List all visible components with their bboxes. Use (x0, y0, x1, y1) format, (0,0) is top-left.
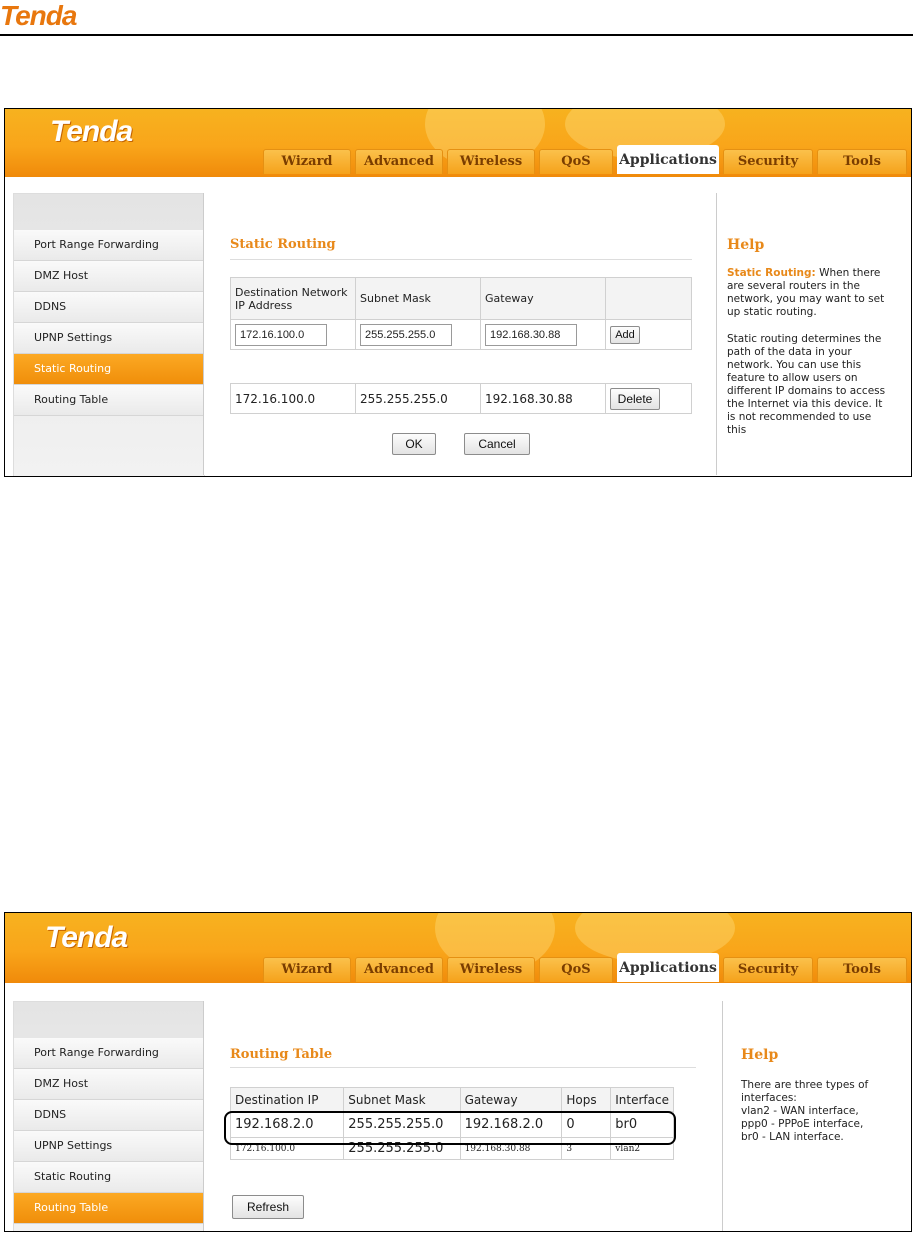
sidebar-item-static-routing[interactable]: Static Routing (14, 1162, 204, 1193)
entry-subnet-mask: 255.255.255.0 (356, 384, 481, 414)
route-subnet-mask: 255.255.255.0 (344, 1138, 460, 1160)
help-panel (727, 193, 887, 475)
tab-qos[interactable]: QoS (539, 957, 613, 982)
sidebar-item-port-range-forwarding[interactable]: Port Range Forwarding (14, 1038, 204, 1069)
delete-button[interactable]: Delete (610, 388, 660, 410)
tab-wizard[interactable]: Wizard (263, 957, 351, 982)
sidebar-item-dmz-host[interactable]: DMZ Host (14, 261, 204, 292)
destination-ip-input[interactable]: 172.16.100.0 (235, 324, 327, 346)
main-content (203, 1001, 723, 1231)
subnet-mask-input[interactable]: 255.255.255.0 (360, 324, 452, 346)
help-line: There are three types of interfaces: (741, 1079, 869, 1104)
route-destination: 192.168.2.0 (231, 1112, 344, 1138)
sidebar-item-static-routing[interactable]: Static Routing (14, 354, 204, 385)
column-header-interface: Interface (611, 1088, 674, 1112)
sidebar (13, 1001, 205, 1232)
tab-wireless[interactable]: Wireless (447, 149, 535, 174)
page-title: Routing Table (230, 1047, 333, 1062)
sidebar-item-ddns[interactable]: DDNS (14, 1100, 204, 1131)
column-header-subnet-mask: Subnet Mask (344, 1088, 460, 1112)
route-gateway: 192.168.2.0 (460, 1112, 562, 1138)
header-banner (5, 913, 911, 983)
table-header-row (231, 1088, 674, 1112)
highlight-annotation-box (224, 1111, 676, 1145)
routing-table-screenshot (4, 912, 912, 1232)
sidebar-item-dmz-host[interactable]: DMZ Host (14, 1069, 204, 1100)
tab-security[interactable]: Security (723, 957, 813, 982)
tab-advanced[interactable]: Advanced (355, 957, 443, 982)
sidebar (13, 193, 205, 477)
static-routing-screenshot (4, 108, 912, 477)
help-panel (741, 1001, 901, 1231)
static-route-form-table (230, 277, 692, 350)
static-route-entries-table (230, 383, 692, 414)
main-content (203, 193, 717, 475)
ok-button[interactable]: OK (392, 433, 436, 455)
help-line: vlan2 - WAN interface, (741, 1105, 859, 1117)
route-hops: 3 (562, 1138, 611, 1160)
route-destination: 172.16.100.0 (231, 1138, 344, 1160)
refresh-button[interactable]: Refresh (232, 1195, 304, 1219)
column-header-subnet-mask: Subnet Mask (356, 278, 481, 320)
column-header-gateway: Gateway (481, 278, 606, 320)
entry-gateway: 192.168.30.88 (481, 384, 606, 414)
document-tenda-logo: Tenda (0, 0, 77, 31)
cancel-button[interactable]: Cancel (464, 433, 530, 455)
route-hops: 0 (562, 1112, 611, 1138)
tab-applications[interactable]: Applications (617, 145, 719, 174)
tab-security[interactable]: Security (723, 149, 813, 174)
column-header-destination-ip: Destination IP (231, 1088, 344, 1112)
route-interface: vlan2 (611, 1138, 674, 1160)
tab-wizard[interactable]: Wizard (263, 149, 351, 174)
tab-qos[interactable]: QoS (539, 149, 613, 174)
header-banner (5, 109, 911, 177)
tab-tools[interactable]: Tools (817, 149, 907, 174)
help-title: Help (727, 237, 765, 253)
sidebar-item-ddns[interactable]: DDNS (14, 292, 204, 323)
main-tabs (263, 957, 907, 982)
route-interface: br0 (611, 1112, 674, 1138)
add-button[interactable]: Add (610, 326, 640, 344)
document-header-rule (0, 34, 913, 36)
help-title: Help (741, 1047, 779, 1063)
sidebar-item-upnp-settings[interactable]: UPNP Settings (14, 323, 204, 354)
sidebar-item-routing-table[interactable]: Routing Table (14, 1193, 204, 1224)
column-header-destination: Destination Network IP Address (231, 278, 356, 320)
tenda-logo: Tenda (45, 921, 128, 954)
sidebar-item-routing-table[interactable]: Routing Table (14, 385, 204, 416)
help-paragraph: When there are several routers in the network, you may want to set up static routing. (727, 267, 885, 318)
route-gateway: 192.168.30.88 (460, 1138, 562, 1160)
sidebar-item-port-range-forwarding[interactable]: Port Range Forwarding (14, 230, 204, 261)
table-row (231, 384, 692, 414)
tenda-logo: Tenda (50, 115, 133, 148)
tab-tools[interactable]: Tools (817, 957, 907, 982)
help-line: br0 - LAN interface. (741, 1131, 844, 1143)
sidebar-item-upnp-settings[interactable]: UPNP Settings (14, 1131, 204, 1162)
page-title: Static Routing (230, 237, 336, 252)
tab-wireless[interactable]: Wireless (447, 957, 535, 982)
help-highlight: Static Routing: (727, 267, 816, 279)
main-tabs (263, 149, 907, 174)
tab-applications[interactable]: Applications (617, 953, 719, 982)
gateway-input[interactable]: 192.168.30.88 (485, 324, 577, 346)
help-paragraph-2: Static routing determines the path of the data in your network. You can use this feature to allow users on different IP domains to access the Internet via this device. It is not recommended to use this (727, 333, 886, 436)
column-header-action (606, 278, 692, 320)
column-header-gateway: Gateway (460, 1088, 562, 1112)
column-header-hops: Hops (562, 1088, 611, 1112)
route-subnet-mask: 255.255.255.0 (344, 1112, 460, 1138)
help-line: ppp0 - PPPoE interface, (741, 1118, 864, 1130)
entry-destination: 172.16.100.0 (231, 384, 356, 414)
tab-advanced[interactable]: Advanced (355, 149, 443, 174)
